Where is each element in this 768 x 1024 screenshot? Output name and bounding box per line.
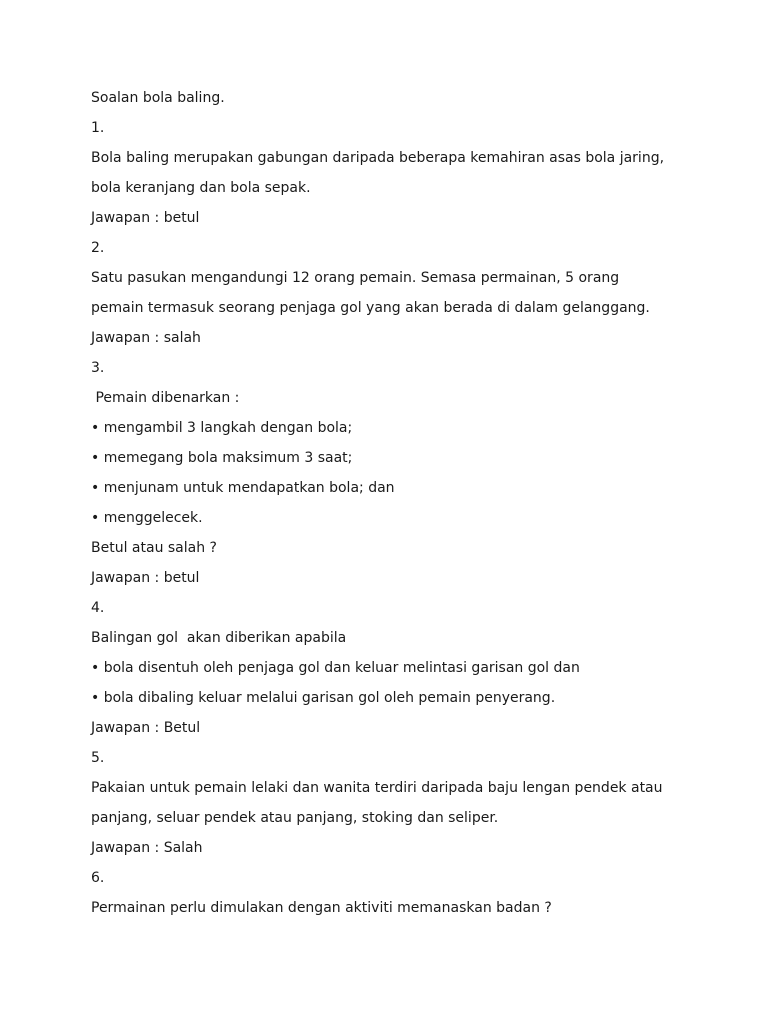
question-number: 3. (91, 360, 105, 376)
question-number: 6. (91, 870, 105, 886)
document-body (91, 83, 731, 923)
answer-text: Jawapan : Salah (91, 840, 203, 856)
answer-text: Jawapan : Betul (91, 720, 201, 736)
question-text: Permainan perlu dimulakan dengan aktiviti memanaskan badan ? (91, 900, 552, 916)
question-text: Pakaian untuk pemain lelaki dan wanita terdiri daripada baju lengan pendek atau (91, 780, 663, 796)
answer-text: Jawapan : betul (91, 210, 200, 226)
question-text: Balingan gol akan diberikan apabila (91, 630, 347, 646)
answer-text: Jawapan : salah (91, 330, 201, 346)
bullet-item: • mengambil 3 langkah dengan bola; (91, 420, 353, 436)
question-text: panjang, seluar pendek atau panjang, stoking dan seliper. (91, 810, 499, 826)
question-text: Bola baling merupakan gabungan daripada beberapa kemahiran asas bola jaring, (91, 150, 665, 166)
question-text: Betul atau salah ? (91, 540, 217, 556)
bullet-item: • menggelecek. (91, 510, 203, 526)
question-number: 1. (91, 120, 105, 136)
question-number: 5. (91, 750, 105, 766)
answer-text: Jawapan : betul (91, 570, 200, 586)
bullet-item: • menjunam untuk mendapatkan bola; dan (91, 480, 395, 496)
question-number: 4. (91, 600, 105, 616)
document-title: Soalan bola baling. (91, 90, 225, 106)
question-text: Satu pasukan mengandungi 12 orang pemain. Semasa permainan, 5 orang (91, 270, 620, 286)
question-text: Pemain dibenarkan : (91, 390, 240, 406)
bullet-item: • memegang bola maksimum 3 saat; (91, 450, 353, 466)
bullet-item: • bola disentuh oleh penjaga gol dan keluar melintasi garisan gol dan (91, 660, 580, 676)
question-text: pemain termasuk seorang penjaga gol yang akan berada di dalam gelanggang. (91, 300, 650, 316)
question-number: 2. (91, 240, 105, 256)
question-text: bola keranjang dan bola sepak. (91, 180, 311, 196)
bullet-item: • bola dibaling keluar melalui garisan gol oleh pemain penyerang. (91, 690, 556, 706)
